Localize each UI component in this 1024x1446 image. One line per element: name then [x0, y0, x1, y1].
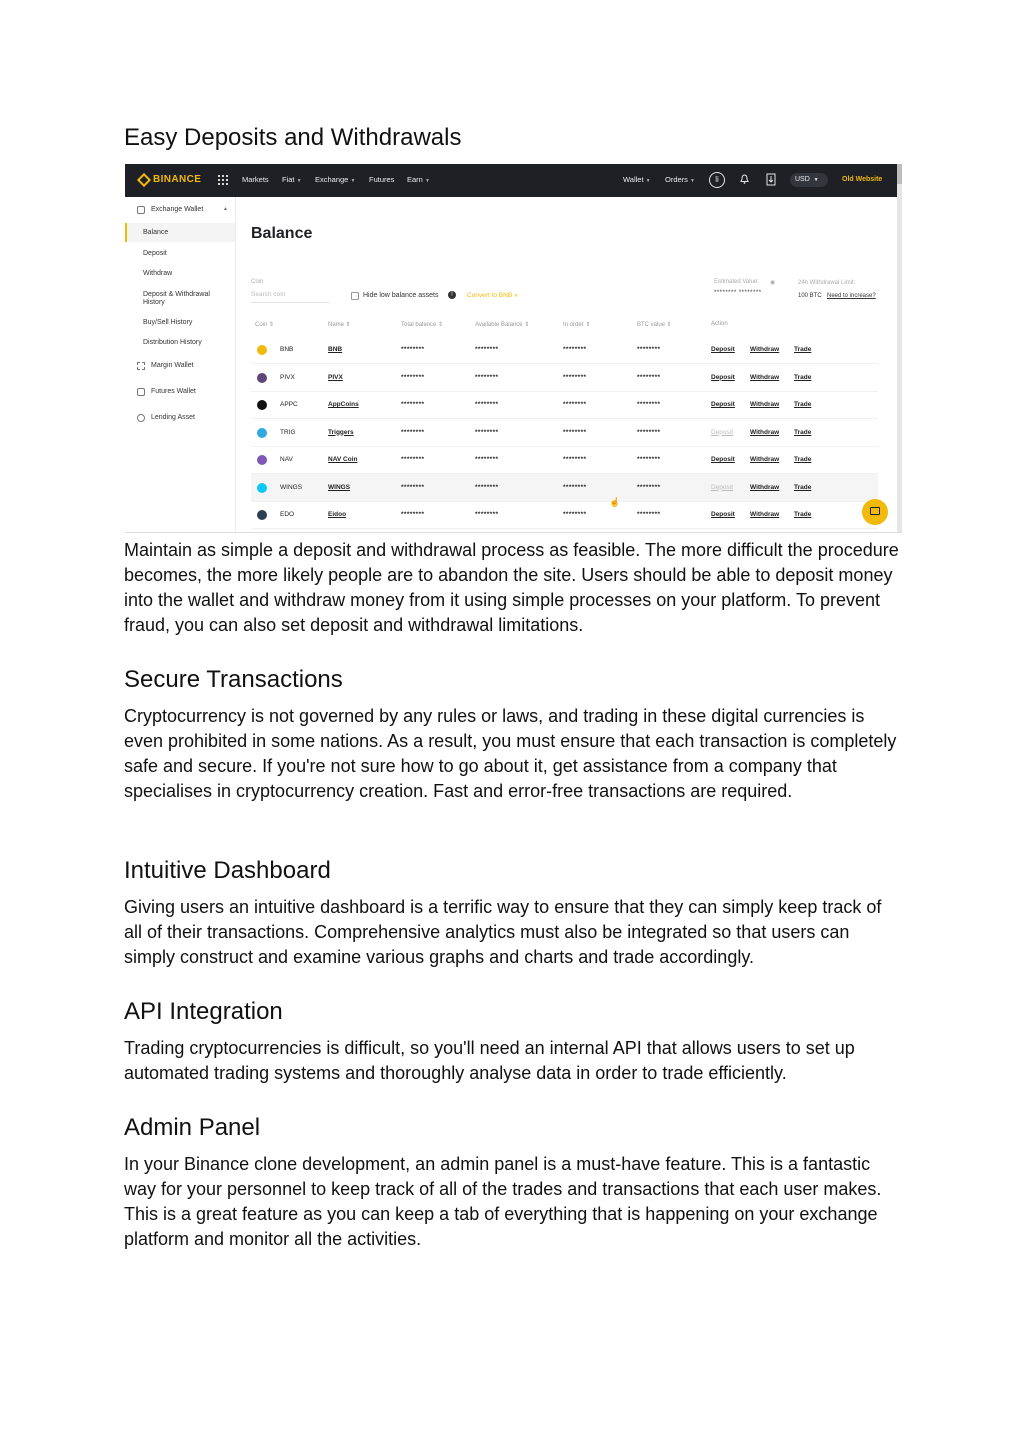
sidebar-margin-wallet[interactable]: Margin Wallet: [151, 362, 194, 369]
sidebar-futures-wallet[interactable]: Futures Wallet: [151, 388, 196, 395]
trade-link[interactable]: Trade: [794, 511, 812, 518]
coin-name-link[interactable]: Triggers: [328, 428, 354, 436]
deposit-link[interactable]: Deposit: [711, 483, 734, 491]
coin-name-link[interactable]: NAV Coin: [328, 456, 358, 463]
available-balance: ********: [475, 373, 499, 381]
wallet-icon: [137, 206, 145, 214]
coin-name-link[interactable]: Eidoo: [328, 511, 347, 518]
table-row: [251, 446, 878, 474]
total-balance: ********: [401, 456, 425, 463]
total-balance: ********: [401, 346, 425, 353]
table-row: [251, 474, 878, 502]
total-balance: ********: [401, 373, 425, 381]
download-icon[interactable]: [766, 173, 776, 186]
in-order: ********: [563, 483, 587, 491]
in-order: ********: [563, 428, 587, 436]
paragraph-dashboard: Giving users an intuitive dashboard is a terrific way to ensure that they can simply keep track of all of their transactions. Comprehensive analytics must also be integrated so that users can simply construct and examine various graphs and charts and trade accordingly.: [124, 897, 882, 967]
hide-low-balance-label: Hide low balance assets: [363, 292, 439, 299]
sidebar-item-distribution-history[interactable]: Distribution History: [143, 339, 202, 346]
coin-name-link[interactable]: BNB: [328, 346, 343, 353]
page-title: Balance: [251, 225, 313, 242]
trade-link[interactable]: Trade: [794, 456, 812, 463]
eye-icon[interactable]: ◉: [770, 280, 776, 286]
withdraw-link[interactable]: Withdraw: [750, 483, 780, 491]
sidebar-divider: [235, 197, 236, 532]
total-balance: ********: [401, 483, 425, 491]
deposit-link[interactable]: Deposit: [711, 373, 735, 381]
deposit-link[interactable]: Deposit: [711, 346, 735, 353]
sidebar-item-history-line1[interactable]: Deposit & Withdrawal: [143, 291, 210, 298]
coin-name-link[interactable]: AppCoins: [328, 401, 359, 408]
table-row: [251, 391, 878, 419]
sidebar-exchange-wallet[interactable]: Exchange Wallet: [151, 206, 204, 213]
hide-low-balance-checkbox[interactable]: [351, 292, 359, 300]
coin-name-link[interactable]: PIVX: [328, 373, 343, 381]
available-balance: ********: [475, 401, 499, 408]
binance-logo[interactable]: [139, 174, 201, 185]
deposit-link[interactable]: Deposit: [711, 428, 734, 436]
nav-wallet[interactable]: Wallet ▼: [623, 175, 651, 184]
old-website-link[interactable]: Old Website: [842, 176, 883, 183]
binance-logo-icon: [137, 172, 151, 186]
coin-symbol: WINGS: [280, 483, 303, 491]
coin-icon: [257, 455, 267, 465]
trade-link[interactable]: Trade: [794, 373, 812, 381]
search-input[interactable]: Search coin: [251, 291, 286, 298]
coin-symbol: PIVX: [280, 373, 295, 381]
chevron-down-icon: ▼: [296, 178, 302, 184]
withdraw-link[interactable]: Withdraw: [750, 401, 780, 408]
column-header[interactable]: BTC value ⇕: [637, 322, 672, 328]
currency-selector[interactable]: USD ▼: [790, 173, 828, 187]
trade-link[interactable]: Trade: [794, 346, 812, 353]
btc-value: ********: [637, 346, 661, 353]
in-order: ********: [563, 373, 587, 381]
column-header[interactable]: Name ⇕: [328, 322, 351, 328]
section-heading-dashboard: Intuitive Dashboard: [124, 857, 331, 884]
column-header[interactable]: Coin ⇕: [255, 322, 275, 328]
sidebar-item-deposit[interactable]: Deposit: [143, 250, 167, 257]
withdrawal-limit-label: 24h Withdrawal Limit:: [798, 280, 856, 286]
column-header[interactable]: Total balance ⇕: [401, 322, 444, 328]
coin-icon: [257, 345, 267, 355]
paragraph-secure: Cryptocurrency is not governed by any rules or laws, and trading in these digital currencies is even prohibited in some nations. As a result, you must ensure that each transaction is completely safe and secure. If you're not sure how to go about it, get assistance from a company that specialises in cryptocurrency creation. Fast and error-free transactions are required.: [124, 706, 897, 801]
withdraw-link[interactable]: Withdraw: [750, 428, 780, 436]
nav-orders[interactable]: Orders ▼: [665, 175, 695, 184]
column-header: Action: [711, 321, 728, 327]
coin-icon: [257, 400, 267, 410]
total-balance: ********: [401, 428, 425, 436]
in-order: ********: [563, 456, 587, 463]
total-balance: ********: [401, 401, 425, 408]
btc-value: ********: [637, 511, 661, 518]
coin-name-link[interactable]: WINGS: [328, 483, 351, 491]
futures-icon: [137, 388, 145, 396]
scrollbar[interactable]: [897, 164, 902, 532]
coin-symbol: EDO: [280, 511, 295, 518]
available-balance: ********: [475, 456, 499, 463]
paragraph-api: Trading cryptocurrencies is difficult, so you'll need an internal API that allows users to set up automated trading systems and thoroughly analyse data in order to trade efficiently.: [124, 1038, 855, 1083]
table-row: [251, 501, 878, 529]
trade-link[interactable]: Trade: [794, 483, 812, 491]
estimated-value-label: Estimated Value:: [714, 279, 759, 285]
withdraw-link[interactable]: Withdraw: [750, 456, 780, 463]
chevron-down-icon: ▼: [645, 178, 651, 184]
coin-symbol: BNB: [280, 346, 294, 353]
paragraph-deposits: Maintain as simple a deposit and withdrawal process as feasible. The more difficult the procedure becomes, the more likely people are to abandon the site. Users should be able to deposit money into the wallet and withdraw money from it using simple processes on your platform. To prevent fraud, you can also set deposit and withdrawal limitations.: [124, 540, 899, 635]
section-heading-api: API Integration: [124, 998, 283, 1025]
deposit-link[interactable]: Deposit: [711, 401, 735, 408]
sidebar-active-highlight: [125, 223, 235, 242]
deposit-link[interactable]: Deposit: [711, 511, 735, 518]
binance-balance-screenshot: [125, 164, 902, 533]
section-heading-deposits: Easy Deposits and Withdrawals: [124, 124, 462, 151]
paragraph-admin: In your Binance clone development, an admin panel is a must-have feature. This is a fantastic way for your personnel to keep track of all of the trades and transactions that each user makes. This is a great feature as you can keep a tab of everything that is happening on your exchange platform and monitor all the activities.: [124, 1154, 882, 1249]
margin-icon: [137, 362, 145, 370]
avatar[interactable]: li: [709, 172, 725, 188]
sidebar-lending-asset[interactable]: Lending Asset: [151, 414, 195, 421]
sidebar-item-history-line2[interactable]: History: [143, 299, 165, 306]
table-row: [251, 336, 878, 364]
trade-link[interactable]: Trade: [794, 401, 812, 408]
btc-value: ********: [637, 456, 661, 463]
btc-value: ********: [637, 401, 661, 408]
chevron-down-icon: ▼: [424, 178, 430, 184]
sidebar-item-balance[interactable]: Balance: [143, 229, 169, 236]
brand-name: BINANCE: [153, 174, 202, 185]
convert-to-bnb-link[interactable]: Convert to BNB »: [467, 292, 518, 299]
search-underline: [251, 302, 330, 303]
top-nav-bar: [125, 164, 897, 197]
apps-grid-icon[interactable]: [218, 175, 228, 185]
withdraw-link[interactable]: Withdraw: [750, 373, 780, 381]
nav-futures[interactable]: Futures: [369, 175, 395, 184]
coin-symbol: APPC: [280, 401, 298, 408]
chevron-up-icon[interactable]: ▲: [223, 206, 228, 212]
coin-icon: [257, 483, 267, 493]
coin-icon: [257, 373, 267, 383]
sidebar-item-withdraw[interactable]: Withdraw: [143, 270, 173, 277]
cursor-icon: ☝: [609, 497, 621, 507]
table-row: [251, 419, 878, 447]
available-balance: ********: [475, 483, 499, 491]
in-order: ********: [563, 346, 587, 353]
coin-icon: [257, 510, 267, 520]
nav-exchange[interactable]: Exchange ▼: [315, 175, 356, 184]
chat-button[interactable]: [862, 499, 888, 525]
coin-icon: [257, 428, 267, 438]
coin-symbol: NAV: [280, 456, 293, 463]
estimated-value: ******** ********: [714, 290, 762, 296]
section-heading-secure: Secure Transactions: [124, 666, 343, 693]
btc-value: ********: [637, 428, 661, 436]
trade-link[interactable]: Trade: [794, 428, 812, 436]
btc-value: ********: [637, 483, 661, 491]
nav-markets[interactable]: Markets: [242, 175, 269, 184]
chevron-down-icon: ▼: [690, 178, 695, 184]
nav-earn[interactable]: Earn ▼: [407, 175, 430, 184]
coin-label: Coin: [251, 279, 264, 285]
nav-fiat[interactable]: Fiat ▼: [282, 175, 302, 184]
info-icon[interactable]: !: [448, 291, 456, 299]
column-header[interactable]: In order ⇕: [563, 322, 591, 328]
total-balance: ********: [401, 511, 425, 518]
btc-value: ********: [637, 373, 661, 381]
sidebar-active-indicator: [125, 223, 127, 242]
withdraw-link[interactable]: Withdraw: [750, 346, 780, 353]
sidebar-item-buy-sell-history[interactable]: Buy/Sell History: [143, 319, 193, 326]
coin-symbol: TRIG: [280, 428, 296, 436]
table-row: [251, 364, 878, 392]
in-order: ********: [563, 511, 587, 518]
available-balance: ********: [475, 346, 499, 353]
section-heading-admin: Admin Panel: [124, 1114, 261, 1141]
column-header[interactable]: Available Balance ⇕: [475, 322, 530, 328]
deposit-link[interactable]: Deposit: [711, 456, 735, 463]
available-balance: ********: [475, 511, 499, 518]
need-to-increase-link[interactable]: Need to increase?: [827, 293, 876, 299]
bell-icon[interactable]: [740, 174, 749, 184]
dollar-icon: [137, 414, 145, 422]
available-balance: ********: [475, 428, 499, 436]
withdraw-link[interactable]: Withdraw: [750, 511, 780, 518]
in-order: ********: [563, 401, 587, 408]
chevron-down-icon: ▼: [350, 178, 356, 184]
withdrawal-limit-value: 100 BTC: [798, 293, 822, 299]
